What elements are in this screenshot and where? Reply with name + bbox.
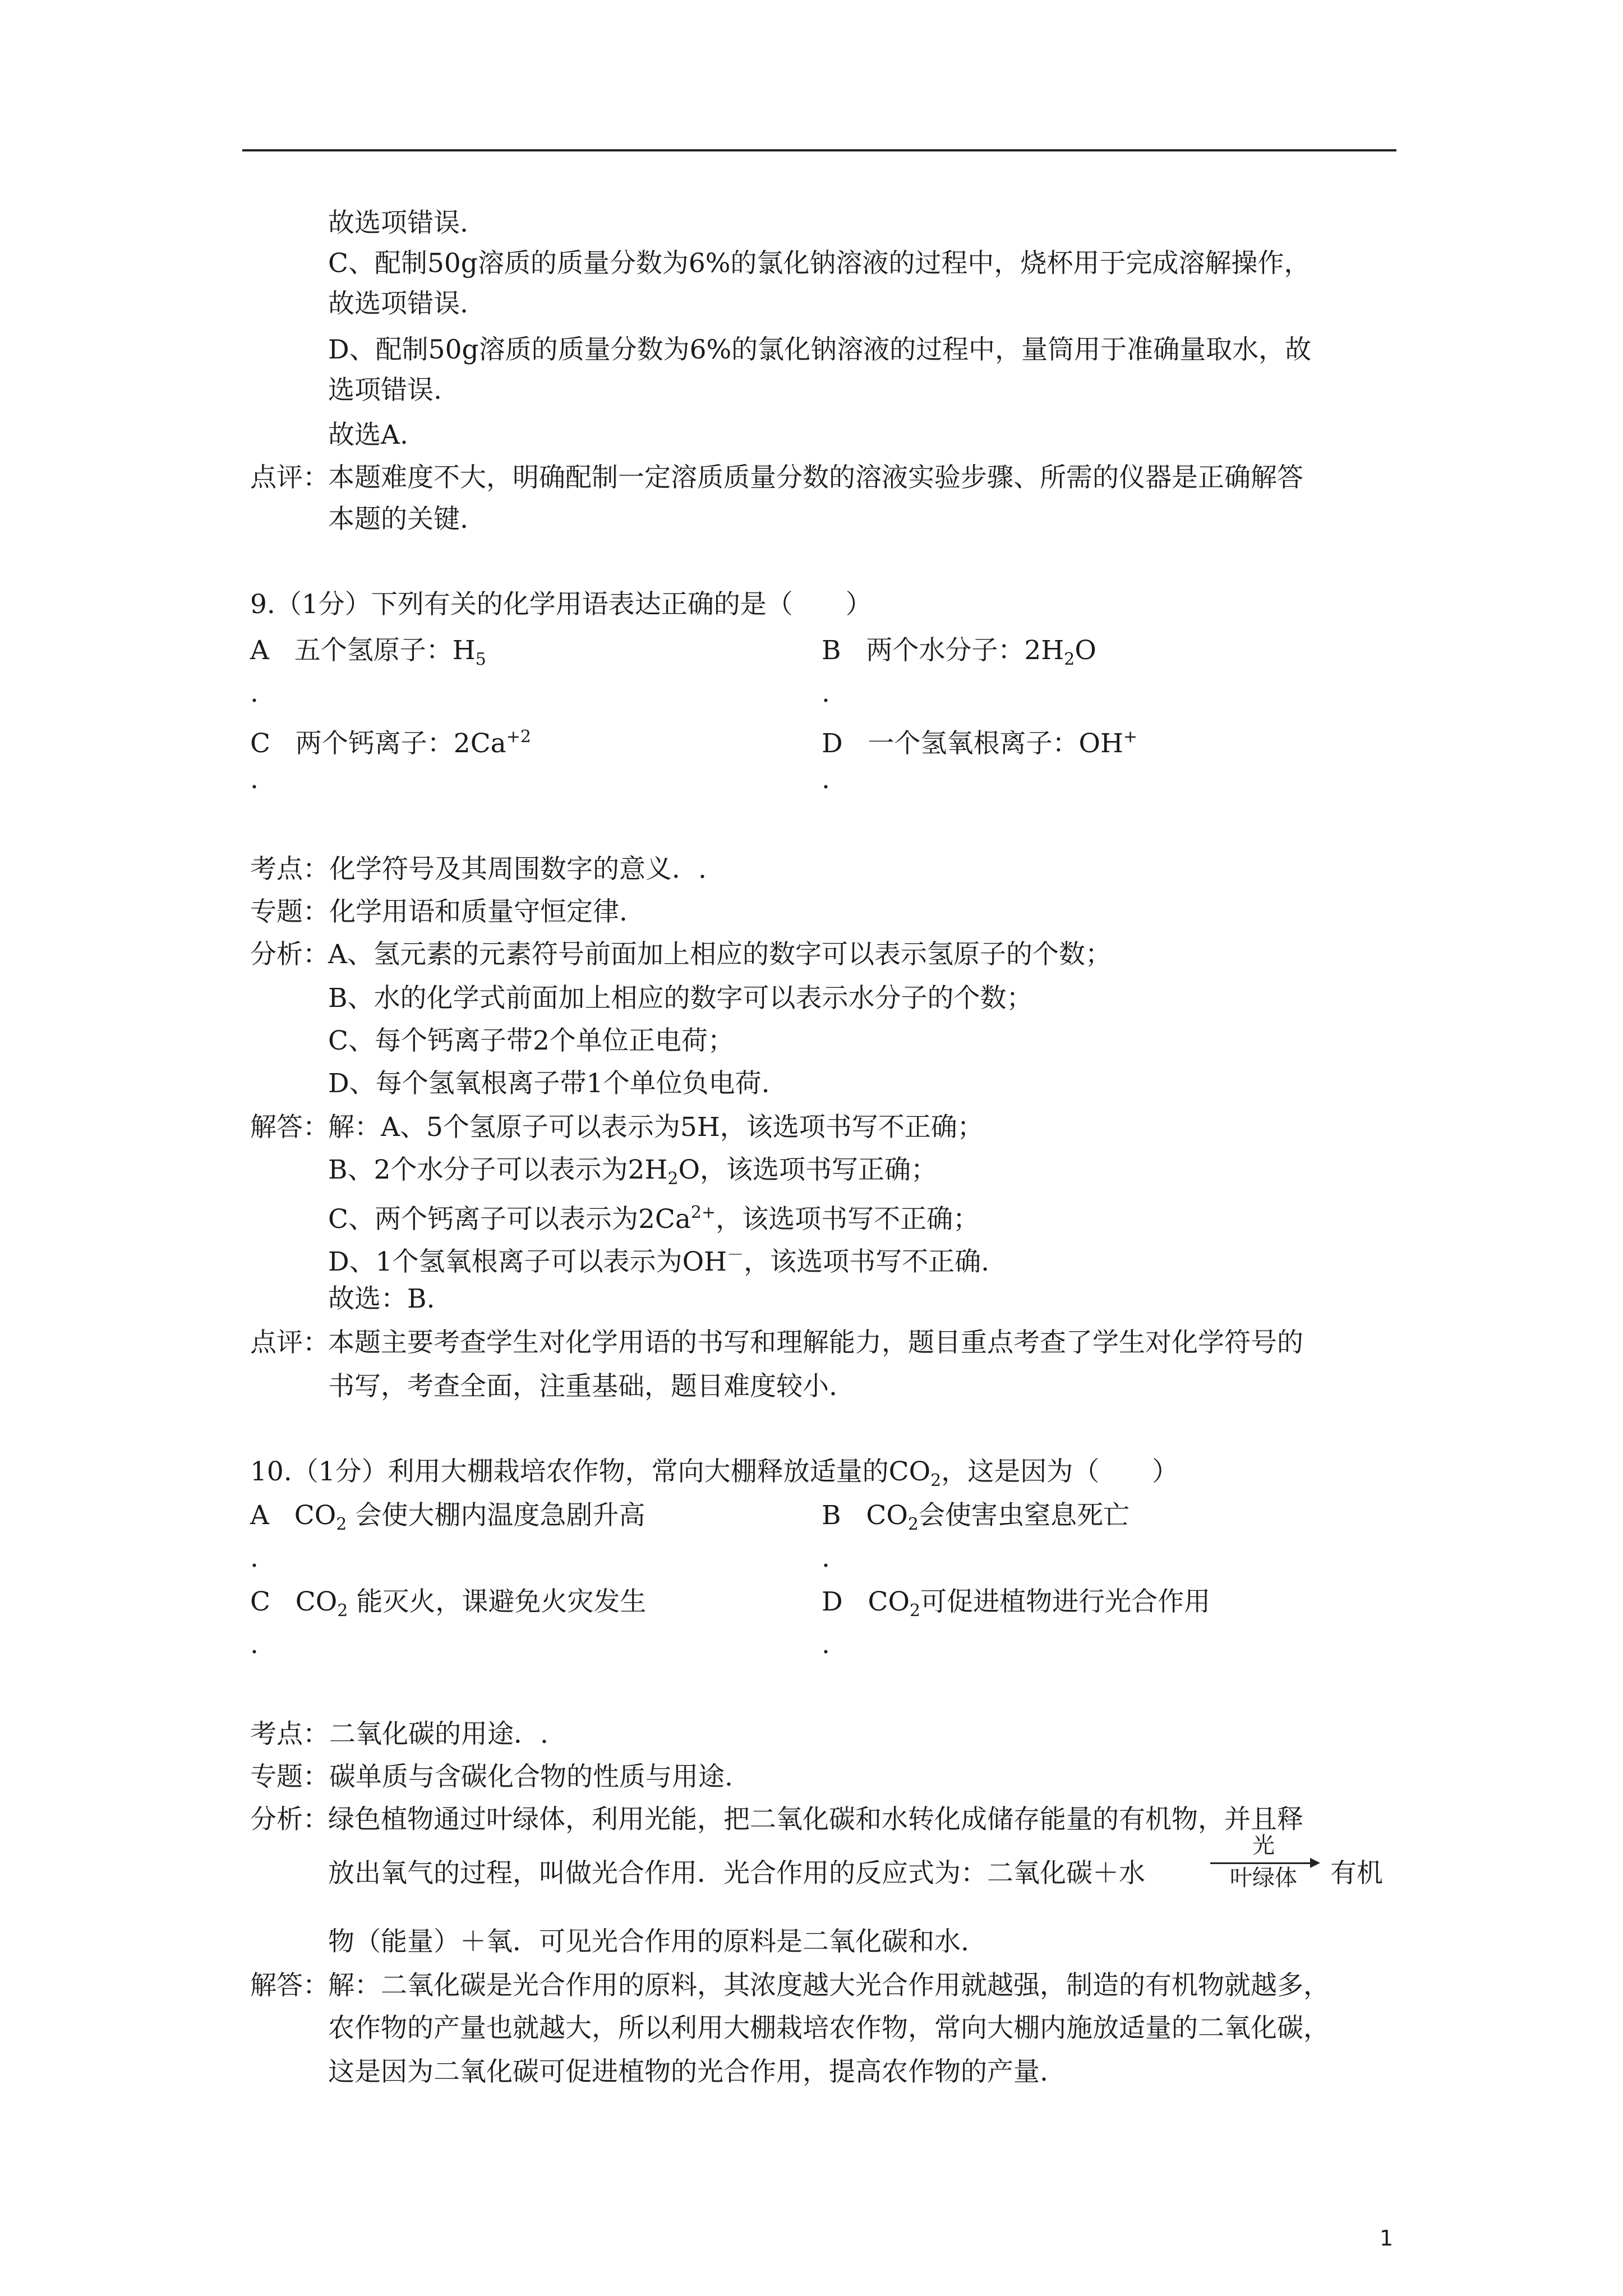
q9-solution-b-pre: B、2个水分子可以表示为2H bbox=[328, 1154, 668, 1185]
q10-option-b-letter: B bbox=[822, 1500, 841, 1531]
q9-solution-b bbox=[328, 1153, 937, 1196]
q10-analysis-line-2: 放出氧气的过程，叫做光合作用．光合作用的反应式为：二氧化碳＋水 bbox=[328, 1858, 1145, 1889]
q10-zhuanti: 专题：碳单质与含碳化合物的性质与用途. bbox=[250, 1761, 733, 1792]
q10-option-d-pre: CO bbox=[868, 1586, 910, 1617]
q10-option-a-pre: CO bbox=[294, 1500, 336, 1531]
q10-option-a-post: 会使大棚内温度急剧升高 bbox=[347, 1500, 645, 1531]
q10-solution-label: 解答： bbox=[250, 1970, 329, 2001]
q10-stem bbox=[250, 1455, 1178, 1498]
q10-option-c-post: 能灭火，课避免火灾发生 bbox=[348, 1586, 647, 1617]
q10-solution-line-1: 解：二氧化碳是光合作用的原料，其浓度越大光合作用就越强，制造的有机物就越多， bbox=[328, 1970, 1330, 2001]
q9-solution-c-sup: 2+ bbox=[690, 1203, 716, 1222]
q10-option-a-letter: A bbox=[250, 1500, 269, 1531]
q9-solution-b-post: O，该选项书写正确； bbox=[678, 1154, 937, 1185]
prev-option-d-line-1: D、配制50g溶质的质量分数为6%的氯化钠溶液的过程中，量筒用于准确量取水，故 bbox=[328, 334, 1312, 365]
q9-analysis-label: 分析： bbox=[250, 939, 329, 970]
q9-zhuanti: 专题：化学用语和质量守恒定律. bbox=[250, 896, 628, 927]
q10-analysis-line-2-tail: 有机 bbox=[1330, 1858, 1383, 1889]
q9-option-c bbox=[250, 720, 531, 761]
prev-option-d-line-2: 选项错误. bbox=[328, 375, 442, 406]
prev-comment-line-1: 本题难度不大，明确配制一定溶质质量分数的溶液实验步骤、所需的仪器是正确解答 bbox=[328, 462, 1303, 493]
q9-option-d-text: 一个氢氧根离子：OH bbox=[868, 728, 1124, 759]
q9-solution-a: 解：A、5个氢原子可以表示为5H，该选项书写不正确； bbox=[328, 1112, 984, 1143]
q9-comment-label: 点评： bbox=[250, 1327, 329, 1358]
q10-option-d-dot: . bbox=[822, 1629, 830, 1660]
q9-solution-c-pre: C、两个钙离子可以表示为2Ca bbox=[328, 1204, 691, 1235]
q9-option-a bbox=[250, 634, 486, 677]
q10-option-d-post: 可促进植物进行光合作用 bbox=[920, 1586, 1211, 1617]
q9-option-d-sup: + bbox=[1123, 727, 1138, 747]
q9-comment-line-2: 书写，考查全面，注重基础，题目难度较小. bbox=[328, 1371, 837, 1402]
q9-option-a-letter: A bbox=[250, 635, 269, 666]
q10-option-b bbox=[822, 1499, 1129, 1542]
eq-arrow-shaft bbox=[1210, 1862, 1313, 1864]
q10-kaodian: 考点：二氧化碳的用途．. bbox=[250, 1719, 548, 1750]
q10-option-b-pre: CO bbox=[866, 1500, 908, 1531]
q9-option-a-dot: . bbox=[250, 678, 259, 708]
q9-option-d-dot: . bbox=[822, 764, 830, 795]
q10-option-c-pre: CO bbox=[295, 1586, 338, 1617]
q10-stem-post: ，这是因为（ ） bbox=[941, 1456, 1179, 1487]
q9-analysis-a: A、氢元素的元素符号前面加上相应的数字可以表示氢原子的个数； bbox=[328, 939, 1112, 970]
q10-stem-sub: 2 bbox=[930, 1471, 942, 1490]
prev-answer: 故选A. bbox=[328, 420, 408, 450]
q10-analysis-line-1: 绿色植物通过叶绿体，利用光能，把二氧化碳和水转化成储存能量的有机物，并且释 bbox=[328, 1804, 1303, 1835]
q10-option-d-sub: 2 bbox=[910, 1601, 921, 1621]
header-rule bbox=[242, 149, 1396, 151]
q9-solution-c bbox=[328, 1196, 979, 1236]
q9-solution-label: 解答： bbox=[250, 1112, 329, 1143]
prev-option-c-line-1: C、配制50g溶质的质量分数为6%的氯化钠溶液的过程中，烧杯用于完成溶解操作， bbox=[328, 248, 1311, 279]
q10-option-b-sub: 2 bbox=[907, 1515, 919, 1534]
q9-answer: 故选：B. bbox=[328, 1283, 435, 1314]
q9-option-c-letter: C bbox=[250, 728, 270, 759]
q9-kaodian: 考点：化学符号及其周围数字的意义．. bbox=[250, 854, 707, 885]
q10-option-c-letter: C bbox=[250, 1586, 270, 1617]
prev-comment-label: 点评： bbox=[250, 462, 329, 493]
q9-option-c-text: 两个钙离子：2Ca bbox=[295, 728, 506, 759]
q10-option-a bbox=[250, 1499, 645, 1542]
q10-analysis-line-3: 物（能量）＋氧．可见光合作用的原料是二氧化碳和水. bbox=[328, 1926, 969, 1957]
q10-analysis-label: 分析： bbox=[250, 1804, 329, 1835]
q10-option-d-letter: D bbox=[822, 1586, 843, 1617]
q9-solution-d bbox=[328, 1239, 989, 1279]
q10-solution-line-3: 这是因为二氧化碳可促进植物的光合作用，提高农作物的产量. bbox=[328, 2056, 1048, 2087]
prev-comment-line-2: 本题的关键. bbox=[328, 504, 468, 535]
q9-option-c-sup: +2 bbox=[506, 727, 531, 747]
q9-solution-b-sub: 2 bbox=[667, 1169, 679, 1189]
prev-line-1: 故选项错误. bbox=[328, 208, 468, 238]
q9-option-a-text: 五个氢原子：H bbox=[294, 635, 476, 666]
q9-analysis-b: B、水的化学式前面加上相应的数字可以表示水分子的个数； bbox=[328, 983, 1033, 1014]
q9-solution-d-sup: － bbox=[727, 1245, 744, 1265]
photosynthesis-equation-arrow bbox=[1210, 1833, 1317, 1889]
q10-option-b-post: 会使害虫窒息死亡 bbox=[918, 1500, 1129, 1531]
q10-option-a-dot: . bbox=[250, 1543, 259, 1573]
eq-condition-chloroplast: 叶绿体 bbox=[1230, 1865, 1297, 1891]
q10-option-d bbox=[822, 1585, 1210, 1628]
q9-analysis-c: C、每个钙离子带2个单位正电荷； bbox=[328, 1025, 734, 1056]
eq-condition-light: 光 bbox=[1252, 1833, 1275, 1858]
q10-option-c bbox=[250, 1585, 646, 1628]
q9-stem: 9.（1分）下列有关的化学用语表达正确的是（ ） bbox=[250, 589, 872, 620]
q9-option-a-sub: 5 bbox=[475, 650, 486, 669]
q9-option-d-letter: D bbox=[822, 728, 843, 759]
q9-solution-d-pre: D、1个氢氧根离子可以表示为OH bbox=[328, 1246, 727, 1277]
q10-solution-line-2: 农作物的产量也就越大，所以利用大棚栽培农作物，常向大棚内施放适量的二氧化碳， bbox=[328, 2013, 1330, 2044]
q10-option-a-sub: 2 bbox=[336, 1515, 347, 1534]
q9-option-c-dot: . bbox=[250, 764, 259, 795]
q9-option-b bbox=[822, 634, 1096, 677]
prev-option-c-line-2: 故选项错误. bbox=[328, 288, 468, 319]
page-number: 1 bbox=[1380, 2226, 1394, 2251]
q10-option-c-dot: . bbox=[250, 1629, 259, 1660]
q10-stem-pre: 10.（1分）利用大棚栽培农作物，常向大棚释放适量的CO bbox=[250, 1456, 931, 1487]
q9-option-b-letter: B bbox=[822, 635, 841, 666]
q9-option-d bbox=[822, 720, 1137, 761]
q10-option-b-dot: . bbox=[822, 1543, 830, 1573]
q9-solution-d-post: ，该选项书写不正确. bbox=[744, 1246, 990, 1277]
q9-option-b-text: 两个水分子：2H bbox=[866, 635, 1064, 666]
q9-option-b-sub: 2 bbox=[1064, 650, 1075, 669]
q9-option-b-dot: . bbox=[822, 678, 830, 708]
q9-comment-line-1: 本题主要考查学生对化学用语的书写和理解能力，题目重点考查了学生对化学符号的 bbox=[328, 1327, 1303, 1358]
q9-option-b-tail: O bbox=[1075, 635, 1096, 666]
q9-solution-c-post: ，该选项书写不正确； bbox=[716, 1204, 980, 1235]
q10-option-c-sub: 2 bbox=[337, 1601, 348, 1621]
q9-analysis-d: D、每个氢氧根离子带1个单位负电荷. bbox=[328, 1068, 770, 1099]
